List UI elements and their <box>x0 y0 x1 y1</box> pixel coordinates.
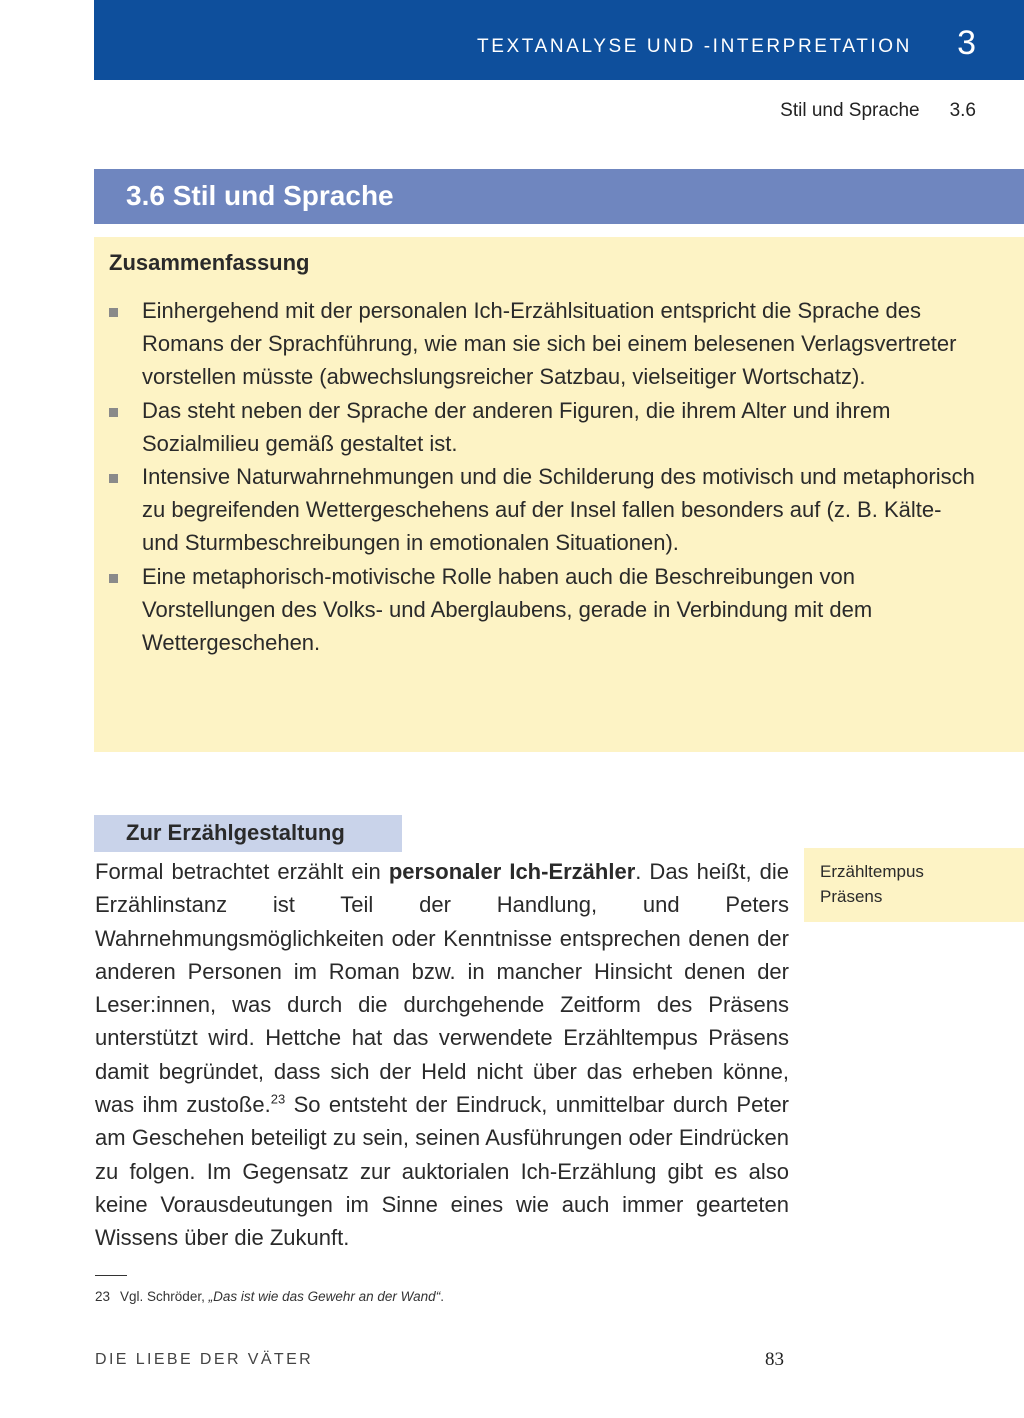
body-text-main: . Das heißt, die Erzählinstanz ist Teil der Handlung, und Peters Wahrnehmungsmöglichkeiten oder Kenntnisse entsprechen denen der anderen Personen im Roman bzw. in mancher Hinsicht denen der Leser:innen, was durch die durchgehende Zeitform des Präsens unterstützt wird. Hettche hat das verwendete Erzähltempus Präsens damit begründet, dass sich der Held nicht über das erheben könne, was ihm zustoße. <box>95 859 789 1118</box>
summary-heading: Zusammenfassung <box>109 250 310 275</box>
subsection-heading-bar <box>94 815 402 852</box>
summary-item-text: Intensive Naturwahrnehmungen und die Schilderung des motivisch und metaphorisch zu begreifenden Wettergeschehens auf der Insel fallen besonders auf (z. B. Kälte- und Sturmbeschreibungen in emotionalen Situationen). <box>142 464 975 556</box>
summary-item <box>142 560 982 660</box>
summary-item <box>142 394 982 460</box>
footnote <box>95 1289 444 1304</box>
summary-item-text: Das steht neben der Sprache der anderen Figuren, die ihrem Alter und ihrem Sozialmilieu gemäß gestaltet ist. <box>142 397 891 456</box>
chapter-title: TEXTANALYSE UND -INTERPRETATION <box>477 36 912 57</box>
body-text-intro: Formal betrachtet erzählt ein <box>95 859 389 884</box>
section-heading: 3.6 Stil und Sprache <box>126 180 394 211</box>
running-head-number: 3.6 <box>949 100 976 121</box>
page-number: 83 <box>765 1349 784 1370</box>
summary-item <box>142 460 982 560</box>
square-bullet-icon <box>109 408 118 417</box>
running-head-title: Stil und Sprache <box>780 100 920 121</box>
square-bullet-icon <box>109 574 118 583</box>
footnote-prefix: Vgl. Schröder, <box>120 1289 209 1304</box>
square-bullet-icon <box>109 474 118 483</box>
subsection-heading: Zur Erzählgestaltung <box>126 820 345 845</box>
summary-box <box>94 237 1024 752</box>
margin-note-line1: Erzähltempus <box>820 862 924 881</box>
footnote-reference[interactable]: 23 <box>270 1091 286 1107</box>
body-text-end: So entsteht der Eindruck, unmittelbar durch Peter am Geschehen beteiligt zu sein, seinen Ausführungen oder Eindrücken zu folgen. Im Gegensatz zur auktorialen Ich-Erzählung gibt es also keine Vorausdeutungen im Sinne eines wie auch immer gearteten Wissens über die Zukunft. <box>95 1092 790 1251</box>
summary-list <box>142 294 982 659</box>
summary-item <box>142 294 982 394</box>
running-head <box>780 100 976 122</box>
footnote-number: 23 <box>95 1289 111 1304</box>
section-heading-bar <box>94 169 1024 224</box>
chapter-header-bar <box>94 0 1024 80</box>
footer-book-title: DIE LIEBE DER VÄTER <box>95 1351 314 1368</box>
margin-note <box>804 848 1024 922</box>
margin-note-line2: Präsens <box>820 887 883 906</box>
footnote-suffix: . <box>440 1289 444 1304</box>
footnote-source-title: „Das ist wie das Gewehr an der Wand“ <box>208 1289 441 1304</box>
summary-item-text: Eine metaphorisch-motivische Rolle haben auch die Beschreibungen von Vorstellungen des Volks- und Aberglaubens, gerade in Verbindung mit dem Wettergeschehen. <box>142 563 873 656</box>
body-text-bold-term: personaler Ich-Erzähler <box>388 859 636 884</box>
footnote-divider <box>95 1275 127 1276</box>
chapter-number: 3 <box>957 24 976 62</box>
square-bullet-icon <box>109 308 118 317</box>
summary-item-text: Einhergehend mit der personalen Ich-Erzählsituation entspricht die Sprache des Romans der Sprachführung, wie man sie sich bei einem belesenen Verlagsvertreter vorstellen müsste (abwechslungsreicher Satzbau, vielseitiger Wortschatz). <box>142 298 957 390</box>
body-paragraph <box>95 855 789 1255</box>
